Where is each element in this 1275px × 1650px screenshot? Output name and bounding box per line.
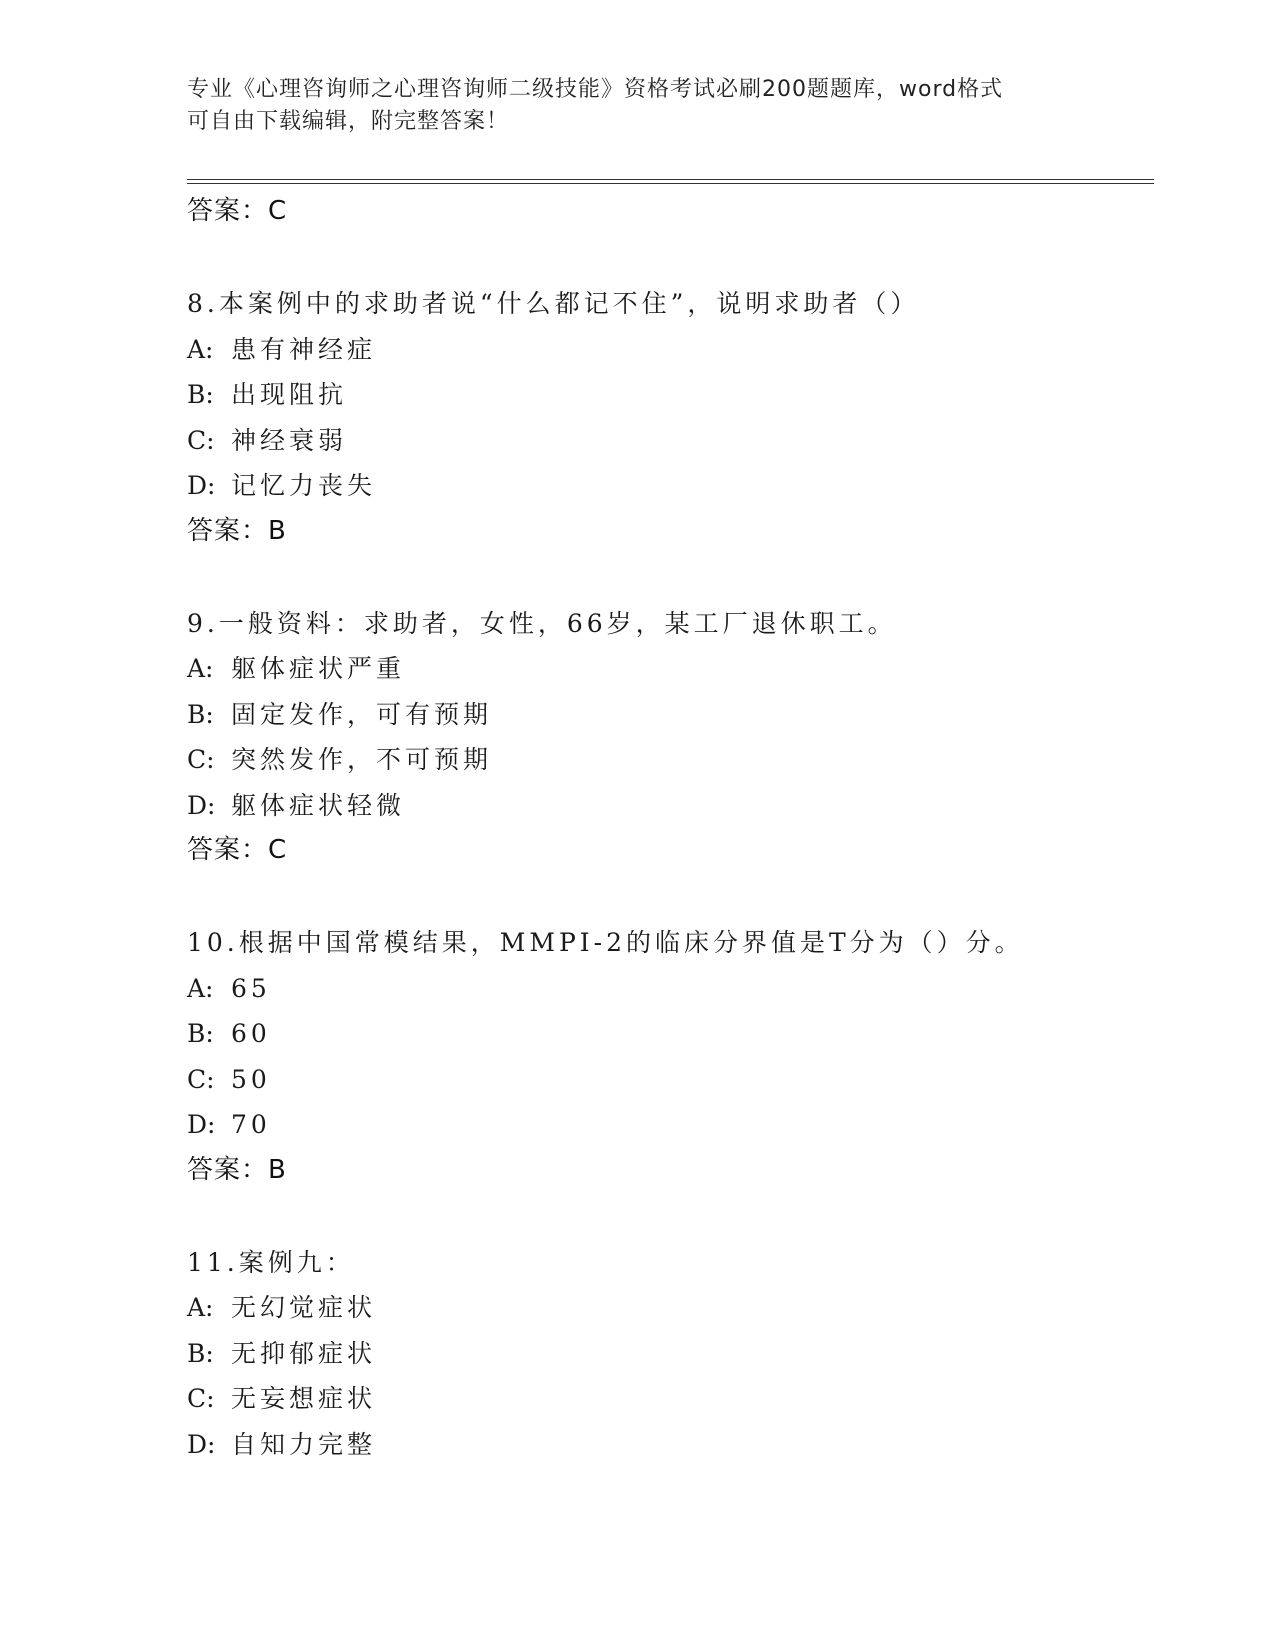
header-line-1: 专业《心理咨询师之心理咨询师二级技能》资格考试必刷200题题库，word格式	[187, 77, 1004, 102]
option-text: 65	[231, 973, 271, 1003]
option-c	[187, 737, 1147, 783]
option-c	[187, 1376, 1147, 1422]
option-key: C:	[187, 1384, 215, 1413]
option-b	[187, 372, 1147, 418]
option-key: C:	[187, 745, 215, 774]
option-key: C:	[187, 1064, 215, 1094]
question-9	[187, 601, 1147, 874]
option-a	[187, 327, 1147, 373]
option-key: B:	[187, 699, 214, 729]
option-text: 固定发作，可有预期	[231, 699, 493, 729]
header-line-2: 可自由下载编辑，附完整答案！	[187, 109, 510, 134]
option-text: 无妄想症状	[231, 1384, 377, 1413]
option-text: 50	[231, 1064, 271, 1094]
question-10	[187, 920, 1147, 1193]
answer-line: 答案：C	[187, 835, 288, 865]
question-stem: 8.本案例中的求助者说“什么都记不住”，说明求助者（）	[187, 289, 920, 318]
option-key: A:	[187, 973, 214, 1003]
option-d	[187, 1422, 1147, 1468]
option-key: A:	[187, 334, 214, 364]
option-key: D:	[187, 790, 216, 820]
option-key: B:	[187, 1019, 214, 1048]
question-stem: 10.根据中国常模结果，MMPI-2的临床分界值是T分为（）分。	[187, 928, 1024, 957]
question-11	[187, 1240, 1147, 1468]
option-key: A:	[187, 654, 214, 683]
option-a	[187, 966, 1147, 1012]
option-d	[187, 783, 1147, 829]
option-d	[187, 1102, 1147, 1148]
answer-line: 答案：B	[187, 515, 287, 546]
document-header	[187, 74, 1087, 138]
question-stem: 11.案例九：	[187, 1247, 355, 1277]
option-text: 躯体症状严重	[231, 654, 406, 683]
option-key: B:	[187, 380, 214, 409]
option-text: 无抑郁症状	[231, 1338, 377, 1368]
option-text: 无幻觉症状	[231, 1293, 377, 1322]
answer-line: 答案：B	[187, 1154, 287, 1185]
option-key: C:	[187, 425, 215, 455]
option-c	[187, 418, 1147, 464]
option-a	[187, 646, 1147, 692]
option-a	[187, 1285, 1147, 1331]
option-d	[187, 463, 1147, 509]
option-text: 躯体症状轻微	[231, 790, 406, 820]
answer-line: 答案：C	[187, 196, 288, 226]
header-divider-top	[187, 179, 1154, 180]
question-stem: 9.一般资料：求助者，女性，66岁，某工厂退休职工。	[187, 608, 897, 638]
option-key: D:	[187, 1110, 216, 1139]
option-b	[187, 1011, 1147, 1057]
option-text: 70	[231, 1110, 271, 1139]
option-key: D:	[187, 471, 216, 500]
header-divider-bottom	[187, 183, 1154, 184]
option-text: 记忆力丧失	[231, 471, 377, 500]
option-text: 出现阻抗	[231, 380, 348, 409]
option-text: 神经衰弱	[231, 425, 348, 455]
option-b	[187, 1331, 1147, 1377]
question-8	[187, 281, 1147, 554]
option-text: 突然发作，不可预期	[231, 745, 493, 774]
option-b	[187, 692, 1147, 738]
option-text: 自知力完整	[231, 1429, 377, 1459]
option-key: D:	[187, 1429, 216, 1459]
option-key: B:	[187, 1338, 214, 1368]
option-key: A:	[187, 1293, 214, 1322]
option-text: 患有神经症	[231, 334, 377, 364]
option-text: 60	[231, 1019, 271, 1048]
question-list	[187, 189, 1147, 1467]
option-c	[187, 1057, 1147, 1103]
